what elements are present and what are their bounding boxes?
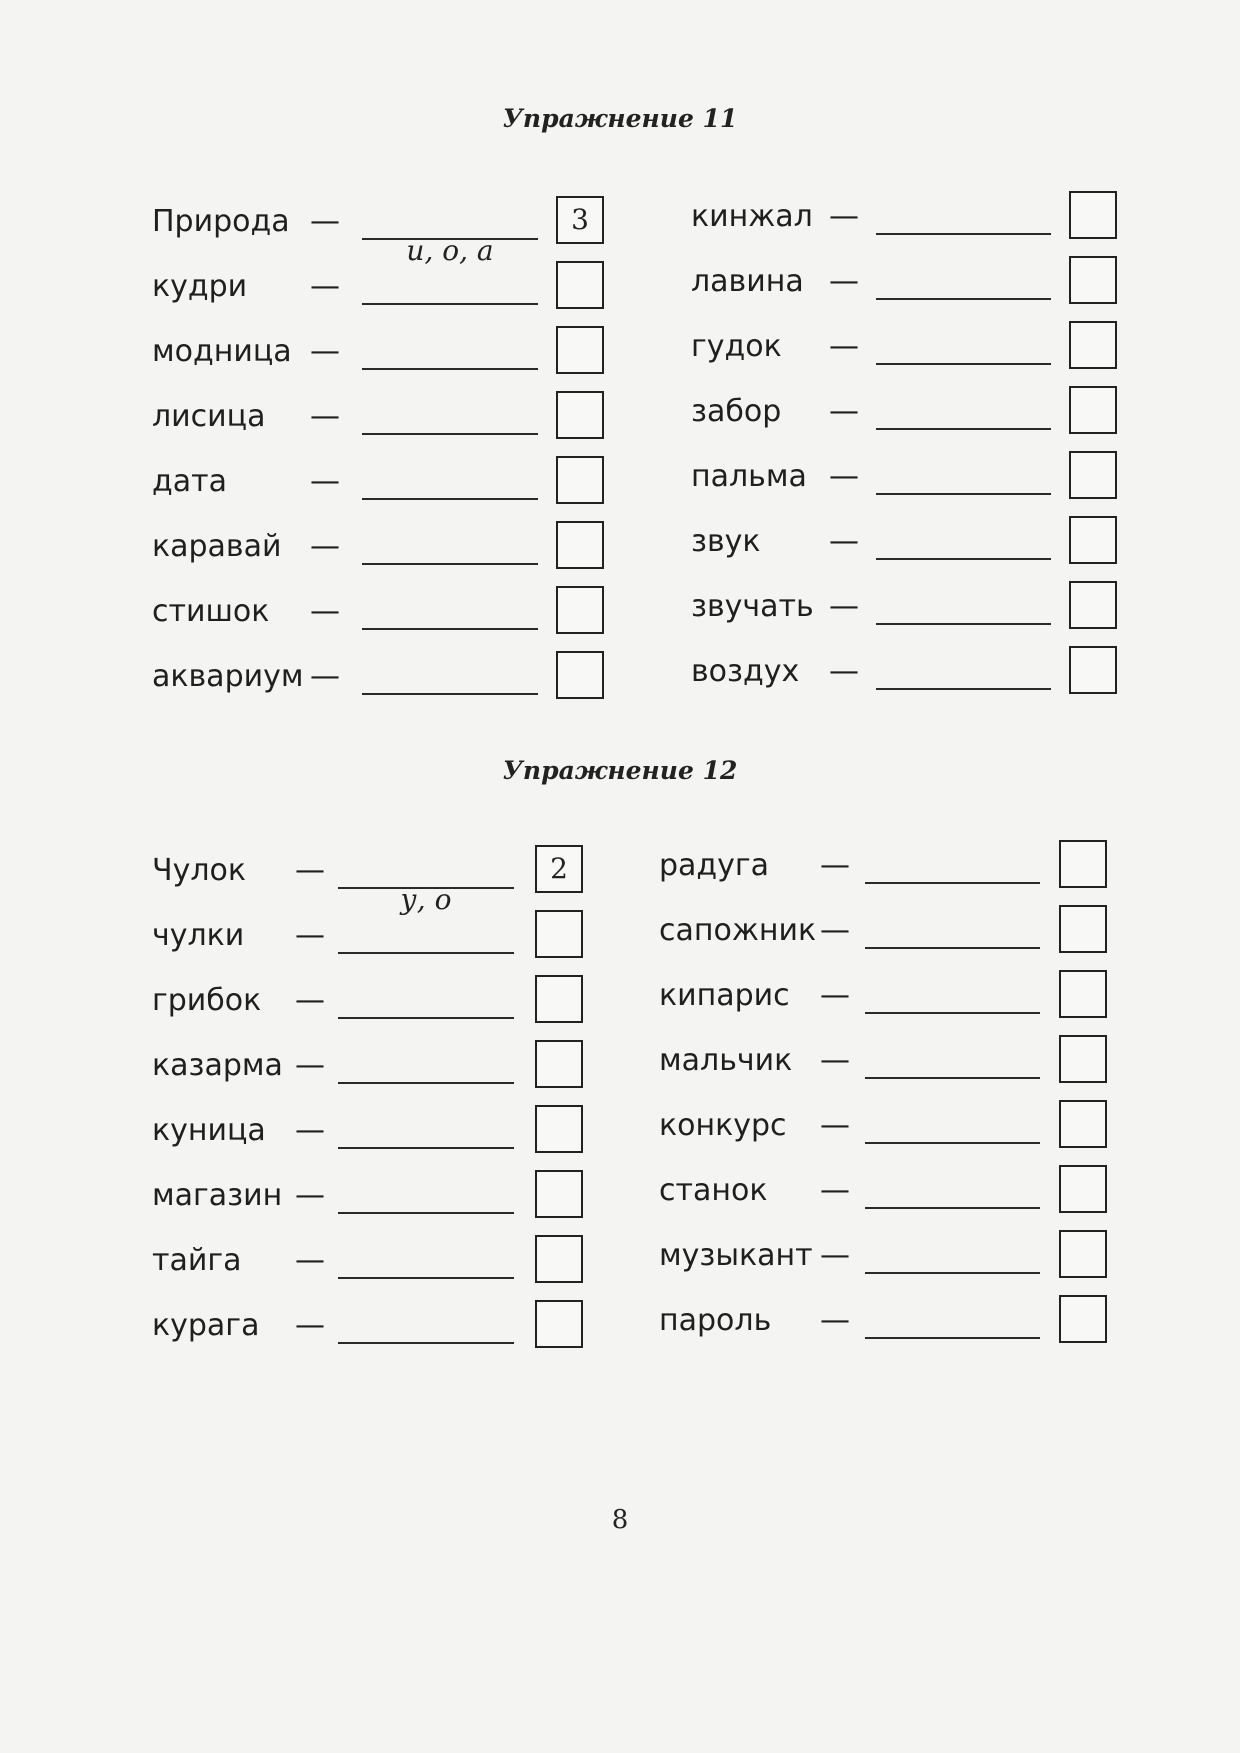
word-label: лисица <box>152 399 266 434</box>
dash: — <box>820 1043 850 1078</box>
word-label: стишок <box>152 594 270 629</box>
word-label: звучать <box>691 589 814 624</box>
exercise-row <box>152 263 612 328</box>
exercise-row <box>691 453 1131 518</box>
answer-line[interactable] <box>362 693 538 695</box>
exercise-row <box>152 523 612 588</box>
exercise-row <box>152 1302 592 1367</box>
exercise-row <box>152 328 612 393</box>
count-box[interactable] <box>1059 905 1107 953</box>
answer-line[interactable] <box>362 563 538 565</box>
word-label: тайга <box>152 1243 242 1278</box>
dash: — <box>310 594 340 629</box>
answer-line[interactable] <box>876 558 1051 560</box>
answer-line[interactable] <box>338 952 514 954</box>
exercise-row <box>152 588 612 653</box>
dash: — <box>295 983 325 1018</box>
dash: — <box>829 459 859 494</box>
count-box[interactable] <box>1069 256 1117 304</box>
answer-line[interactable] <box>338 1017 514 1019</box>
dash: — <box>295 1308 325 1343</box>
exercise-row <box>659 1167 1119 1232</box>
exercise-row <box>152 393 612 458</box>
count-box[interactable] <box>1069 581 1117 629</box>
count-box[interactable] <box>556 586 604 634</box>
exercise-11-right-column <box>691 193 1131 713</box>
count-box[interactable] <box>556 391 604 439</box>
exercise-row <box>691 583 1131 648</box>
exercise-row <box>152 1042 592 1107</box>
count-box[interactable] <box>556 521 604 569</box>
dash: — <box>310 464 340 499</box>
exercise-12-right-column <box>659 842 1119 1362</box>
word-label: Чулок <box>152 853 246 888</box>
count-box[interactable] <box>1059 1230 1107 1278</box>
answer-line[interactable] <box>876 688 1051 690</box>
answer-line[interactable] <box>865 1012 1040 1014</box>
answer-line[interactable] <box>865 1142 1040 1144</box>
exercise-row <box>152 1107 592 1172</box>
count-box[interactable] <box>1069 516 1117 564</box>
exercise-row <box>691 323 1131 388</box>
answer-line[interactable] <box>362 368 538 370</box>
answer-line[interactable] <box>338 1082 514 1084</box>
page-number: 8 <box>611 1505 629 1535</box>
word-label: пароль <box>659 1303 772 1338</box>
dash: — <box>310 659 340 694</box>
word-label: сапожник <box>659 913 817 948</box>
exercise-row <box>152 847 592 916</box>
word-label: пальма <box>691 459 807 494</box>
count-box[interactable] <box>535 1040 583 1088</box>
answer-line[interactable] <box>865 1077 1040 1079</box>
dash: — <box>829 524 859 559</box>
dash: — <box>295 853 325 888</box>
exercise-row <box>152 977 592 1042</box>
dash: — <box>310 529 340 564</box>
dash: — <box>295 918 325 953</box>
count-box[interactable] <box>535 1105 583 1153</box>
count-box[interactable]: 2 <box>535 845 583 893</box>
answer-line[interactable] <box>876 623 1051 625</box>
word-label: куница <box>152 1113 266 1148</box>
dash: — <box>829 264 859 299</box>
exercise-row <box>691 258 1131 323</box>
answer-line[interactable] <box>362 433 538 435</box>
word-label: курага <box>152 1308 260 1343</box>
exercise-row <box>659 907 1119 972</box>
answer-line[interactable] <box>338 1212 514 1214</box>
exercise-row <box>659 972 1119 1037</box>
word-label: каравай <box>152 529 282 564</box>
exercise-row <box>152 1172 592 1237</box>
count-box[interactable] <box>1069 646 1117 694</box>
count-box[interactable] <box>535 910 583 958</box>
exercise-row <box>691 388 1131 453</box>
answer-line[interactable] <box>338 883 514 916</box>
dash: — <box>310 399 340 434</box>
count-box[interactable] <box>1059 970 1107 1018</box>
dash: — <box>829 329 859 364</box>
count-box[interactable] <box>1069 386 1117 434</box>
count-box[interactable] <box>1069 451 1117 499</box>
word-label: звук <box>691 524 761 559</box>
word-label: Природа <box>152 204 290 239</box>
count-box[interactable] <box>1059 1035 1107 1083</box>
answer-line[interactable] <box>338 1147 514 1149</box>
answer-line[interactable] <box>876 233 1051 235</box>
count-box[interactable] <box>1069 191 1117 239</box>
word-label: воздух <box>691 654 800 689</box>
dash: — <box>295 1243 325 1278</box>
word-label: кинжал <box>691 199 813 234</box>
exercise-row <box>691 518 1131 583</box>
count-box[interactable] <box>556 326 604 374</box>
answer-line[interactable] <box>362 628 538 630</box>
answer-line[interactable] <box>362 498 538 500</box>
answer-line[interactable] <box>876 363 1051 365</box>
answer-line[interactable] <box>362 234 538 267</box>
count-box[interactable] <box>535 1235 583 1283</box>
word-label: кипарис <box>659 978 790 1013</box>
dash: — <box>820 1238 850 1273</box>
exercise-11-title: Упражнение 11 <box>502 104 738 133</box>
answer-line[interactable] <box>865 1207 1040 1209</box>
dash: — <box>820 913 850 948</box>
count-box[interactable] <box>1069 321 1117 369</box>
answer-line[interactable] <box>865 1272 1040 1274</box>
exercise-12-title: Упражнение 12 <box>502 756 738 785</box>
answer-vowels: у, о <box>400 883 452 916</box>
count-box[interactable] <box>1059 1100 1107 1148</box>
count-box[interactable] <box>1059 840 1107 888</box>
dash: — <box>829 654 859 689</box>
exercise-row <box>152 653 612 718</box>
answer-line[interactable] <box>865 947 1040 949</box>
count-box[interactable]: 3 <box>556 196 604 244</box>
word-label: казарма <box>152 1048 283 1083</box>
dash: — <box>295 1048 325 1083</box>
count-box[interactable] <box>535 1170 583 1218</box>
exercise-row <box>659 1232 1119 1297</box>
word-label: модница <box>152 334 292 369</box>
count-box[interactable] <box>535 975 583 1023</box>
word-label: грибок <box>152 983 262 1018</box>
exercise-row <box>152 198 612 267</box>
exercise-row <box>659 842 1119 907</box>
word-label: аквариум <box>152 659 304 694</box>
dash: — <box>820 1173 850 1208</box>
word-label: забор <box>691 394 782 429</box>
word-label: радуга <box>659 848 770 883</box>
exercise-row <box>152 1237 592 1302</box>
word-label: чулки <box>152 918 245 953</box>
dash: — <box>820 1108 850 1143</box>
count-box[interactable] <box>1059 1165 1107 1213</box>
word-label: мальчик <box>659 1043 793 1078</box>
count-box[interactable] <box>556 456 604 504</box>
word-label: станок <box>659 1173 768 1208</box>
count-box[interactable] <box>1059 1295 1107 1343</box>
dash: — <box>829 394 859 429</box>
answer-line[interactable] <box>876 428 1051 430</box>
word-label: кудри <box>152 269 248 304</box>
count-box[interactable] <box>556 261 604 309</box>
dash: — <box>310 334 340 369</box>
answer-line[interactable] <box>338 1277 514 1279</box>
answer-line[interactable] <box>865 882 1040 884</box>
count-box[interactable] <box>535 1300 583 1348</box>
dash: — <box>310 204 340 239</box>
answer-line[interactable] <box>865 1337 1040 1339</box>
answer-line[interactable] <box>876 298 1051 300</box>
answer-line[interactable] <box>338 1342 514 1344</box>
word-label: гудок <box>691 329 782 364</box>
exercise-row <box>659 1102 1119 1167</box>
dash: — <box>820 1303 850 1338</box>
dash: — <box>829 589 859 624</box>
word-label: лавина <box>691 264 804 299</box>
answer-line[interactable] <box>362 303 538 305</box>
exercise-row <box>691 193 1131 258</box>
exercise-row <box>691 648 1131 713</box>
exercise-row <box>152 912 592 977</box>
word-label: дата <box>152 464 227 499</box>
exercise-12-left-column <box>152 847 592 1367</box>
exercise-11-left-column <box>152 198 612 718</box>
word-label: музыкант <box>659 1238 813 1273</box>
exercise-row <box>659 1037 1119 1102</box>
dash: — <box>295 1113 325 1148</box>
dash: — <box>295 1178 325 1213</box>
dash: — <box>310 269 340 304</box>
dash: — <box>820 978 850 1013</box>
answer-vowels: и, о, а <box>406 234 494 267</box>
count-box[interactable] <box>556 651 604 699</box>
word-label: конкурс <box>659 1108 787 1143</box>
answer-line[interactable] <box>876 493 1051 495</box>
exercise-row <box>152 458 612 523</box>
dash: — <box>820 848 850 883</box>
word-label: магазин <box>152 1178 283 1213</box>
exercise-row <box>659 1297 1119 1362</box>
dash: — <box>829 199 859 234</box>
